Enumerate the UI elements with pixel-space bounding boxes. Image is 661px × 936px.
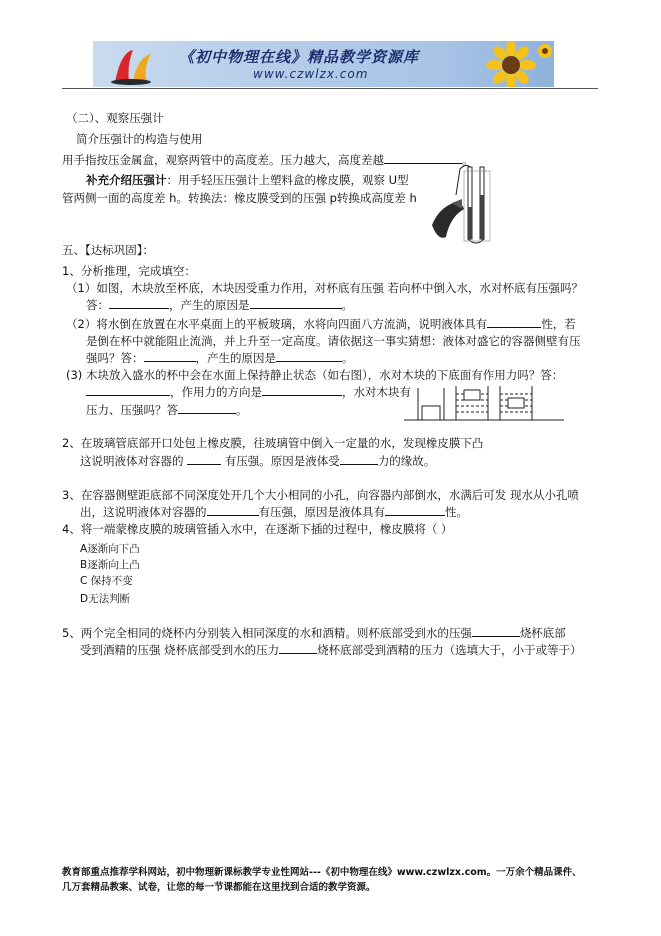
question-text: 3、在容器侧壁距底部不同深度处开几个大小相同的小孔，向容器内部倒水，水满后可发 现水从小孔喷: [62, 488, 579, 502]
banner-title: 《初中物理在线》精品教学资源库: [179, 48, 420, 66]
blank: [384, 152, 462, 164]
blank: [385, 504, 445, 516]
blank: [187, 453, 221, 465]
blank: [109, 297, 169, 309]
question-text: ，作用力的方向是 ，水对木块有: [86, 384, 411, 400]
cups-figure: [404, 382, 564, 422]
question-text: 是倒在杯中就能阻止流淌，并上升至一定高度。请依据这一事实猜想：液体对盛它的容器侧壁有压: [86, 334, 581, 348]
blank: [472, 625, 520, 637]
blank: [262, 384, 342, 396]
question-text: 答： ，产生的原因是 。: [86, 298, 353, 312]
question-text: 受到酒精的压强 烧杯底部受到水的压力 烧杯底部受到酒精的压力（选填大于，小于或等于）: [80, 643, 582, 657]
paragraph: 补充介绍压强计：用手轻压压强计上塑料盒的橡皮膜，观察 U型: [86, 173, 409, 187]
question-text: （1）如图，木块放至杯底，木块因受重力作用，对杯底有压强 若向杯中倒入水，水对杯底有压强吗？: [66, 281, 583, 295]
question-text: 出，这说明液体对容器的 有压强，原因是液体具有 性。: [80, 505, 468, 519]
blank: [207, 504, 259, 516]
question-text: 2、在玻璃管底部开口处包上橡皮膜，往玻璃管中倒入一定量的水，发现橡皮膜下凸: [62, 436, 484, 450]
blank: [86, 384, 170, 396]
question-text: 4、将一端蒙橡皮膜的玻璃管插入水中，在逐渐下插的过程中，橡皮膜将（ ）: [62, 522, 453, 536]
question-text: （2）将水倒在放置在水平桌面上的平板玻璃，水将向四面八方流淌，说明液体具有 性，若: [66, 317, 576, 331]
question-text: (3) 木块放入盛水的杯中会在水面上保持静止状态（如右图），水对木块的下底面有作用力吗？答：: [66, 368, 564, 382]
footer-line: 教育部重点推荐学科网站，初中物理新课标教学专业性网站---《初中物理在线》www.czwlzx.com。一万余个精品课件、: [62, 867, 582, 878]
pressure-gauge-figure: [430, 165, 495, 247]
header-rule: [62, 88, 598, 89]
section-intro: 简介压强计的构造与使用: [76, 132, 203, 146]
banner-url: www.czwlzx.com: [253, 67, 369, 81]
footer-line: 几万套精品教案、试卷，让您的每一节课都能在这里找到合适的教学资源。: [62, 882, 376, 893]
option-d: D无法判断: [80, 593, 131, 605]
blank: [144, 350, 196, 362]
logo-icon: [107, 44, 157, 86]
question-title: 1、分析推理，完成填空：: [62, 264, 196, 278]
blank: [340, 453, 378, 465]
paragraph: 用手指按压金属盒，观察两管中的高度差。压力越大，高度差越 。: [62, 153, 474, 167]
header-banner: [93, 41, 554, 87]
question-text: 强吗？答： ，产生的原因是 。: [86, 351, 354, 365]
question-text: 这说明液体对容器的 有压强。原因是液体受 力的缘故。: [80, 454, 436, 468]
blank: [279, 642, 317, 654]
blank: [250, 297, 342, 309]
option-b: B逐渐向上凸: [80, 559, 140, 571]
question-text: 5、两个完全相同的烧杯内分别装入相同深度的水和酒精。则杯底部受到水的压强 烧杯底部: [62, 626, 566, 640]
section-heading: 五、【达标巩固】：: [62, 243, 154, 257]
sunflower-icon: [481, 41, 554, 87]
question-text: 压力、压强吗？答 。: [86, 403, 248, 417]
blank: [276, 350, 342, 362]
blank: [178, 402, 236, 414]
option-c: C 保持不变: [80, 575, 133, 587]
paragraph: 管两侧一面的高度差 h。转换法：橡皮膜受到的压强 p转换成高度差 h: [62, 191, 417, 205]
option-a: A逐渐向下凸: [80, 543, 140, 555]
blank: [487, 316, 541, 328]
section-heading: （二）、观察压强计: [66, 111, 164, 125]
